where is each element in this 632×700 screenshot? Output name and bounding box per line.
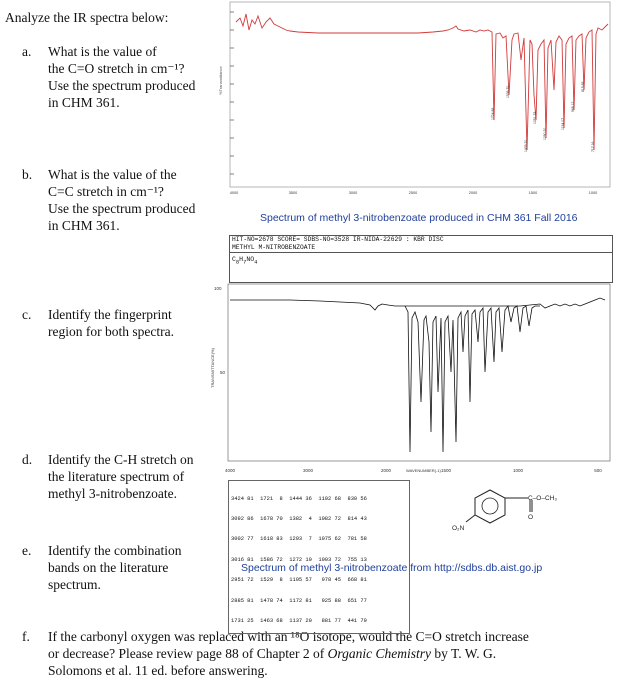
question-line-part: or decrease? Please review page 88 of Chapter 2 of — [48, 646, 328, 661]
question-label: f. — [22, 629, 30, 644]
spectrum2-header — [229, 235, 613, 283]
spectrum2-chart — [200, 282, 620, 478]
svg-text:1536.70: 1536.70 — [506, 85, 510, 98]
nitro-label: O₂N — [452, 525, 465, 532]
question-e — [22, 542, 222, 602]
spectrum2-header-line2: METHYL M-NITROBENZOATE — [230, 244, 612, 253]
y-mid: 50 — [220, 370, 226, 375]
question-label: e. — [22, 543, 32, 558]
spectrum2-formula: $C_8H_7NO_4$ — [232, 256, 258, 266]
question-label: c. — [22, 307, 32, 322]
question-line: the C=O stretch in cm⁻¹? — [48, 61, 185, 76]
peak-row: 3424 81 1721 8 1444 36 1102 68 830 56 — [231, 495, 367, 502]
spectrum2-header-line1: HIT-NO=2678 SCORE= SDBS-NO=3528 IR-NIDA-22629 : KBR DISC — [232, 236, 444, 243]
question-line: If the carbonyl oxygen was replaced with an ¹⁸O isotope, would the C=O stretch increase — [48, 629, 529, 644]
x-tick: 1000 — [588, 191, 598, 195]
question-line-part: by T. W. G. — [431, 646, 497, 661]
spectrum2-xlabel: WAVENUMBER(-1) — [406, 468, 441, 473]
svg-text:1290.20: 1290.20 — [543, 127, 547, 140]
question-line: C=C stretch in cm⁻¹? — [48, 184, 164, 199]
x-tick: 1000 — [512, 468, 524, 473]
question-label: b. — [22, 167, 33, 182]
x-tick: 1500 — [528, 191, 538, 195]
question-line: region for both spectra. — [48, 324, 174, 339]
question-line: Identify the combination — [48, 543, 182, 558]
x-tick: 3000 — [302, 468, 314, 473]
question-c — [22, 306, 222, 346]
peak-row: 2951 72 1529 8 1195 57 978 45 668 81 — [231, 577, 367, 584]
spectrum1-xticks — [230, 191, 597, 195]
spectrum1-chart — [218, 0, 618, 210]
svg-text:1439.20: 1439.20 — [524, 139, 528, 152]
carbonyl-o-label: O — [528, 514, 534, 521]
book-title: Organic Chemistry — [327, 646, 431, 661]
question-line: Solomons et al. 11 ed. before answering. — [48, 663, 268, 678]
question-line: bands on the literature — [48, 560, 169, 575]
question-label: a. — [22, 44, 32, 59]
svg-text:1134.07: 1134.07 — [561, 117, 565, 130]
question-line: Identify the C-H stretch on — [48, 452, 194, 467]
spectrum1-ylabel: %Transmittance — [218, 66, 223, 95]
peak-row: 2885 81 1478 74 1172 81 925 88 651 77 — [231, 597, 367, 604]
question-line: Identify the fingerprint — [48, 307, 172, 322]
structure-drawing — [420, 478, 620, 538]
x-tick: 2000 — [468, 191, 478, 195]
question-line: Use the spectrum produced — [48, 201, 196, 216]
question-line — [48, 645, 622, 662]
x-tick: 2000 — [380, 468, 392, 473]
question-line: in CHM 361. — [48, 95, 120, 110]
svg-text:1351.73: 1351.73 — [533, 111, 537, 124]
x-tick: 500 — [594, 468, 602, 473]
spectrum2-ylabel: TRANSMITTANCE(%) — [210, 348, 215, 388]
nitro-bond — [466, 515, 475, 522]
spectrum1-caption: Spectrum of methyl 3-nitrobenzoate produced in CHM 361 Fall 2016 — [260, 212, 578, 224]
question-line: What is the value of — [48, 44, 157, 59]
x-tick: 4000 — [224, 468, 236, 473]
question-a — [22, 43, 222, 123]
page-prompt: Analyze the IR spectra below: — [5, 10, 169, 25]
y-top: 100 — [214, 286, 222, 291]
aromatic-circle — [482, 498, 498, 514]
peak-row: 1731 25 1463 68 1137 20 881 77 441 79 — [231, 617, 367, 624]
question-line: in CHM 361. — [48, 218, 120, 233]
question-label: d. — [22, 452, 33, 467]
x-tick: 1500 — [440, 468, 452, 473]
x-tick: 3000 — [348, 191, 358, 195]
peak-row: 3092 86 1678 70 1382 4 1082 72 814 43 — [231, 515, 367, 522]
svg-text:717.16: 717.16 — [591, 141, 595, 152]
spectrum1-frame — [230, 2, 610, 187]
question-line: spectrum. — [48, 577, 101, 592]
x-tick: 4000 — [229, 191, 239, 195]
x-tick: 2500 — [408, 191, 418, 195]
peak-row: 3016 81 1586 72 1272 10 1003 72 755 13 — [231, 556, 367, 563]
spectrum2-peak-table — [228, 480, 410, 634]
question-line: What is the value of the — [48, 167, 177, 182]
question-line: Use the spectrum produced — [48, 78, 196, 93]
question-f — [22, 628, 622, 679]
svg-text:815.65: 815.65 — [581, 81, 585, 92]
question-b — [22, 166, 222, 246]
spectrum2-frame — [228, 284, 610, 461]
ester-label: C–O–CH₃ — [528, 495, 558, 502]
benzene-ring — [475, 490, 505, 523]
x-tick: 3500 — [288, 191, 298, 195]
question-d — [22, 451, 222, 511]
spectrum2-caption: Spectrum of methyl 3-nitrobenzoate from http://sdbs.db.aist.go.jp — [241, 562, 543, 574]
peak-row: 3002 77 1618 83 1293 7 1075 62 781 58 — [231, 536, 367, 543]
svg-text:1724.89: 1724.89 — [491, 107, 495, 120]
question-line: the literature spectrum of — [48, 469, 185, 484]
question-line: methyl 3-nitrobenzoate. — [48, 486, 177, 501]
svg-text:968.12: 968.12 — [571, 101, 575, 112]
